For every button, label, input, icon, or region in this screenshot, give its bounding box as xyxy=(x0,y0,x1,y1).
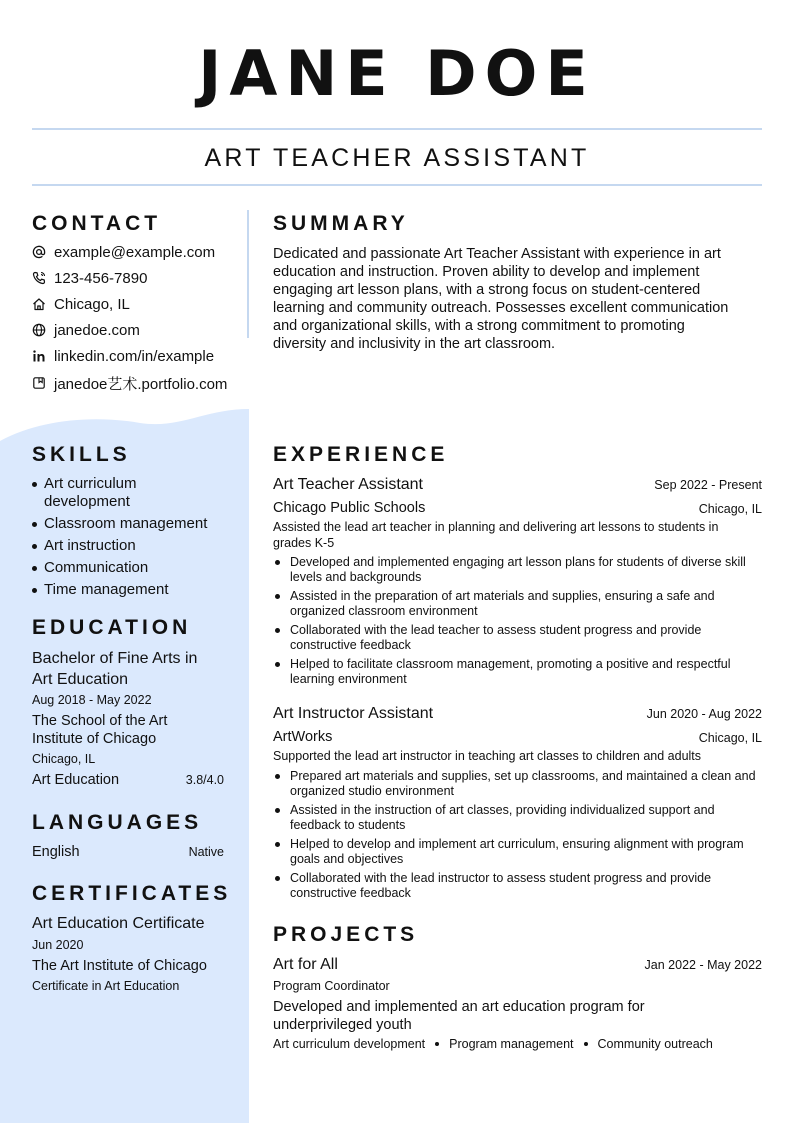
bullet-line: Assisted in the instruction of art classes, providing individualized support and xyxy=(290,803,715,817)
project-keywords xyxy=(273,1037,713,1051)
skills-heading: SKILLS xyxy=(32,443,131,466)
contact-linkedin[interactable] xyxy=(32,345,214,367)
linkedin-icon xyxy=(32,349,46,363)
job-bullet xyxy=(290,871,762,901)
contact-location xyxy=(32,293,130,315)
bullet-line: organized studio environment xyxy=(290,784,454,798)
keyword-separator xyxy=(584,1042,588,1046)
summary-line: learning and community outreach. Possesses excellent communication xyxy=(273,300,729,316)
bullet-line: Prepared art materials and supplies, set up classrooms, and maintained a clean and xyxy=(290,769,756,783)
job-bullet xyxy=(290,803,762,833)
job-summary-line: Supported the lead art instructor in teaching art classes to children and adults xyxy=(273,749,702,763)
portfolio-icon xyxy=(32,376,46,390)
bullet-line: organized classroom environment xyxy=(290,604,478,618)
project-keyword: Community outreach xyxy=(597,1037,713,1051)
certificate-issuer: The Art Institute of Chicago xyxy=(32,958,207,974)
degree-line: Bachelor of Fine Arts in xyxy=(32,650,198,667)
job-company: Chicago Public Schools xyxy=(273,500,426,516)
job-title: ART TEACHER ASSISTANT xyxy=(204,144,590,172)
job-bullet xyxy=(290,555,762,585)
contact-text: janedoe.com xyxy=(54,321,140,339)
contact-text: janedoe艺术.portfolio.com xyxy=(54,375,228,393)
divider-bottom xyxy=(32,184,762,186)
job-bullet xyxy=(290,769,762,799)
certificate-date: Jun 2020 xyxy=(32,938,84,952)
skill-text: Classroom management xyxy=(44,515,208,532)
bullet-line: learning environment xyxy=(290,672,407,686)
job-summary-line: Assisted the lead art teacher in planning and delivering art lessons to students in xyxy=(273,520,719,534)
job-title: Art Teacher Assistant xyxy=(273,476,423,493)
contact-text: example@example.com xyxy=(54,243,216,261)
summary-heading: SUMMARY xyxy=(273,212,409,235)
education-dates: Aug 2018 - May 2022 xyxy=(32,693,152,707)
education-gpa: 3.8/4.0 xyxy=(185,773,224,787)
globe-icon xyxy=(32,323,46,337)
bullet-line: Collaborated with the lead teacher to assess student progress and provide xyxy=(290,623,702,637)
certificates-heading: CERTIFICATES xyxy=(32,882,232,905)
contact-phone[interactable] xyxy=(32,267,147,289)
language-name: English xyxy=(32,844,80,860)
contact-text: Chicago, IL xyxy=(54,295,130,313)
summary-line: Dedicated and passionate Art Teacher Assistant with experience in art xyxy=(273,246,721,262)
project-dates: Jan 2022 - May 2022 xyxy=(644,958,762,972)
home-icon xyxy=(32,297,46,311)
job-location: Chicago, IL xyxy=(698,502,762,516)
bullet-line: constructive feedback xyxy=(290,638,411,652)
job-company: ArtWorks xyxy=(273,729,333,745)
skill-text: Communication xyxy=(44,559,149,576)
skill-text: development xyxy=(44,493,130,510)
summary-line: and organizational skills, with a strong commitment to promoting xyxy=(273,318,685,334)
project-role: Program Coordinator xyxy=(273,979,390,993)
bullet-line: Collaborated with the lead instructor to assess student progress and provide xyxy=(290,871,712,885)
contact-text: 123-456-7890 xyxy=(54,269,148,287)
language-level: Native xyxy=(188,845,224,859)
bullet-line: levels and backgrounds xyxy=(290,570,422,584)
job-bullet xyxy=(290,589,762,619)
at-icon xyxy=(32,245,46,259)
job-summary xyxy=(273,749,753,765)
job-summary xyxy=(273,520,753,551)
project-keyword: Art curriculum development xyxy=(273,1037,426,1051)
education-field: Art Education xyxy=(32,772,120,788)
job-bullet xyxy=(290,837,762,867)
contact-portfolio[interactable] xyxy=(32,372,227,394)
job-summary-line: grades K-5 xyxy=(273,535,335,550)
keyword-separator xyxy=(435,1042,439,1046)
contact-website[interactable] xyxy=(32,319,140,341)
certificate-detail: Certificate in Art Education xyxy=(32,979,180,993)
divider-top xyxy=(32,128,762,130)
summary-line: diversity and inclusivity in the art classroom. xyxy=(273,336,556,352)
bullet-line: goals and objectives xyxy=(290,852,404,866)
projects-heading: PROJECTS xyxy=(273,923,419,946)
skill-item xyxy=(32,581,234,599)
skill-text: Art curriculum xyxy=(44,475,137,492)
summary-line: education and instruction. Proven ability to develop and implement xyxy=(273,264,700,280)
contact-text: linkedin.com/in/example xyxy=(54,347,215,365)
school-line: Institute of Chicago xyxy=(32,731,157,747)
summary-text xyxy=(273,245,753,353)
skill-item xyxy=(32,475,234,511)
job-dates: Sep 2022 - Present xyxy=(654,478,762,492)
education-school xyxy=(32,712,232,748)
bullet-line: Assisted in the preparation of art materials and supplies, ensuring a safe and xyxy=(290,589,715,603)
contact-heading: CONTACT xyxy=(32,212,162,235)
skill-item xyxy=(32,537,234,555)
education-location: Chicago, IL xyxy=(32,752,96,766)
summary-line: engaging art lesson plans, with a strong focus on student-centered xyxy=(273,282,701,298)
skill-text: Time management xyxy=(44,581,169,598)
experience-heading: EXPERIENCE xyxy=(273,443,449,466)
job-bullet xyxy=(290,657,762,687)
bullet-line: feedback to students xyxy=(290,818,406,832)
project-description-line: Developed and implemented an art education program for xyxy=(273,999,645,1015)
certificate-name: Art Education Certificate xyxy=(32,915,205,932)
contact-email[interactable] xyxy=(32,241,215,263)
languages-heading: LANGUAGES xyxy=(32,811,203,834)
job-bullet xyxy=(290,623,762,653)
job-title: Art Instructor Assistant xyxy=(273,705,434,722)
skill-item xyxy=(32,559,234,577)
project-description xyxy=(273,998,753,1034)
school-line: The School of the Art xyxy=(32,713,168,729)
education-heading: EDUCATION xyxy=(32,616,192,639)
project-description-line: underprivileged youth xyxy=(273,1017,412,1033)
project-keyword: Program management xyxy=(449,1037,574,1051)
job-location: Chicago, IL xyxy=(698,731,762,745)
skill-item xyxy=(32,515,234,533)
candidate-name: JANE DOE xyxy=(198,37,596,110)
education-degree xyxy=(32,648,232,690)
degree-line: Art Education xyxy=(32,671,129,688)
column-divider xyxy=(247,210,249,338)
bullet-line: Developed and implemented engaging art lesson plans for students of diverse skill xyxy=(290,555,746,569)
project-name: Art for All xyxy=(273,956,338,973)
job-dates: Jun 2020 - Aug 2022 xyxy=(646,707,762,721)
bullet-line: constructive feedback xyxy=(290,886,411,900)
bullet-line: Helped to develop and implement art curriculum, ensuring alignment with program xyxy=(290,837,744,851)
phone-icon xyxy=(32,271,46,285)
skill-text: Art instruction xyxy=(44,537,136,554)
bullet-line: Helped to facilitate classroom management, promoting a positive and respectful xyxy=(290,657,731,671)
